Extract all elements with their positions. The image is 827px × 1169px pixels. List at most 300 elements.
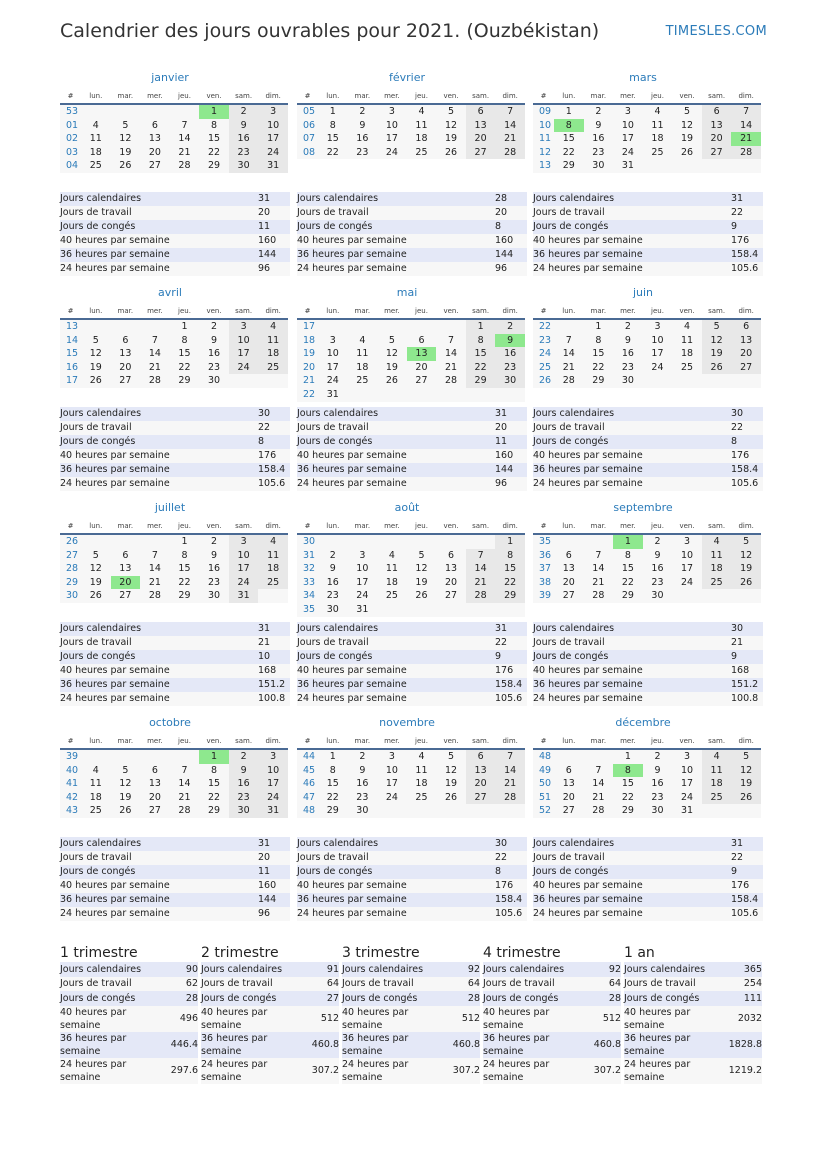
day-cell: 29 <box>170 589 200 603</box>
day-cell: 5 <box>436 749 466 764</box>
day-cell: 17 <box>229 347 259 361</box>
week-number: 05 <box>297 104 318 119</box>
stat-value: 176 <box>258 449 290 463</box>
stat-value: 96 <box>258 907 290 921</box>
day-cell: 15 <box>466 347 496 361</box>
stat-value: 8 <box>731 435 763 449</box>
stat-value: 105.6 <box>495 692 527 706</box>
day-cell: 19 <box>731 777 761 791</box>
day-cell <box>377 534 407 549</box>
stat-value: 30 <box>731 407 763 421</box>
day-cell: 10 <box>318 347 348 361</box>
day-cell: 26 <box>672 146 702 160</box>
day-cell: 30 <box>643 589 673 603</box>
week-number: 39 <box>533 589 554 603</box>
day-cell: 12 <box>81 562 111 576</box>
stat-label: Jours calendaires <box>342 962 446 977</box>
day-cell: 13 <box>407 347 437 361</box>
day-cell: 9 <box>199 549 229 563</box>
weekday-header <box>60 88 288 104</box>
stat-value: 31 <box>258 622 290 636</box>
day-cell: 31 <box>229 589 259 603</box>
day-cell: 13 <box>111 562 141 576</box>
week-number: 45 <box>297 764 318 778</box>
day-cell <box>554 749 584 764</box>
weekday-label: mar. <box>584 303 614 319</box>
month-calendar <box>60 500 296 603</box>
day-cell: 16 <box>643 562 673 576</box>
day-cell: 20 <box>554 791 584 805</box>
day-cell: 14 <box>466 562 496 576</box>
week-number: 52 <box>533 804 554 818</box>
week-number: 26 <box>533 374 554 388</box>
stat-value: 160 <box>258 234 290 248</box>
week-row <box>297 549 525 563</box>
week-row <box>60 549 288 563</box>
day-cell: 24 <box>377 146 407 160</box>
stat-label: 40 heures par semaine <box>60 664 258 678</box>
week-number: 33 <box>297 576 318 590</box>
day-cell: 29 <box>170 374 200 388</box>
day-cell <box>407 388 437 402</box>
stat-value: 144 <box>258 893 290 907</box>
day-cell: 4 <box>702 749 732 764</box>
stat-row <box>60 421 290 435</box>
month-stats <box>297 192 527 276</box>
day-cell: 20 <box>702 132 732 146</box>
month-calendar <box>60 715 296 818</box>
day-cell <box>495 804 525 818</box>
quarter-block <box>201 944 339 1084</box>
day-cell: 4 <box>672 319 702 334</box>
stat-value: 2032 <box>728 1006 762 1032</box>
weekday-label: mer. <box>377 88 407 104</box>
day-cell: 26 <box>436 146 466 160</box>
day-cell: 8 <box>318 764 348 778</box>
stat-label: Jours de congés <box>60 991 164 1006</box>
week-number: 39 <box>60 749 81 764</box>
stat-row <box>533 879 763 893</box>
stat-label: Jours calendaires <box>533 837 731 851</box>
stat-label: 24 heures par semaine <box>533 262 731 276</box>
day-cell: 24 <box>258 791 288 805</box>
week-number: 21 <box>297 374 318 388</box>
stat-row <box>60 220 290 234</box>
day-cell: 4 <box>348 334 378 348</box>
day-cell: 19 <box>436 777 466 791</box>
stat-label: 40 heures par semaine <box>342 1006 446 1032</box>
stat-row <box>201 962 339 977</box>
stat-row <box>533 248 763 262</box>
stat-value: 22 <box>731 851 763 865</box>
stat-label: Jours de congés <box>533 220 731 234</box>
day-cell: 24 <box>643 361 673 375</box>
stat-value: 96 <box>495 477 527 491</box>
day-cell: 24 <box>258 146 288 160</box>
day-cell: 14 <box>584 777 614 791</box>
day-cell <box>731 804 761 818</box>
stat-row <box>533 421 763 435</box>
week-number: 35 <box>533 534 554 549</box>
day-cell: 23 <box>229 146 259 160</box>
stat-value: 30 <box>731 622 763 636</box>
weekday-header <box>533 88 761 104</box>
day-cell: 2 <box>643 534 673 549</box>
stat-label: 36 heures par semaine <box>533 463 731 477</box>
stat-row <box>60 1032 198 1058</box>
stat-value: 307.2 <box>446 1058 480 1084</box>
day-cell: 23 <box>229 791 259 805</box>
stat-value: 8 <box>258 435 290 449</box>
day-cell: 20 <box>436 576 466 590</box>
stat-label: Jours calendaires <box>297 407 495 421</box>
day-cell: 31 <box>672 804 702 818</box>
day-cell <box>258 589 288 603</box>
week-row <box>533 777 761 791</box>
stat-row <box>201 1006 339 1032</box>
day-cell: 2 <box>613 319 643 334</box>
stat-label: Jours de travail <box>533 206 731 220</box>
stat-value: 158.4 <box>495 893 527 907</box>
weekday-label: mar. <box>584 733 614 749</box>
day-cell: 15 <box>318 777 348 791</box>
stat-value: 105.6 <box>495 907 527 921</box>
stat-row <box>342 1032 480 1058</box>
site-logo-link[interactable]: TIMESLES.COM <box>665 24 767 39</box>
day-cell: 5 <box>731 534 761 549</box>
day-cell: 8 <box>613 764 643 778</box>
weekday-label: lun. <box>554 303 584 319</box>
day-cell <box>584 749 614 764</box>
week-row <box>533 589 761 603</box>
day-cell: 22 <box>613 791 643 805</box>
week-row <box>533 534 761 549</box>
stat-value: 365 <box>728 962 762 977</box>
stat-row <box>533 650 763 664</box>
day-cell <box>672 159 702 173</box>
weekday-label: mar. <box>111 733 141 749</box>
stat-row <box>60 678 290 692</box>
day-cell: 10 <box>613 119 643 133</box>
stat-label: Jours de travail <box>624 977 728 992</box>
weekday-header <box>297 303 525 319</box>
day-cell <box>81 104 111 119</box>
day-cell: 20 <box>140 791 170 805</box>
stat-value: 62 <box>164 977 198 992</box>
stat-value: 91 <box>305 962 339 977</box>
day-cell: 14 <box>170 777 200 791</box>
day-cell: 16 <box>495 347 525 361</box>
day-cell: 18 <box>672 347 702 361</box>
day-cell: 19 <box>407 576 437 590</box>
day-cell: 27 <box>140 159 170 173</box>
week-row <box>533 146 761 160</box>
stat-label: Jours calendaires <box>533 407 731 421</box>
month-table <box>533 733 761 818</box>
quarter-title: 2 trimestre <box>201 945 279 961</box>
stat-value: 22 <box>258 421 290 435</box>
month-calendar <box>297 70 533 159</box>
stat-row <box>297 678 527 692</box>
day-cell <box>111 319 141 334</box>
week-row <box>60 334 288 348</box>
day-cell: 17 <box>258 132 288 146</box>
stat-value: 30 <box>495 837 527 851</box>
day-cell: 10 <box>229 549 259 563</box>
day-cell: 5 <box>436 104 466 119</box>
stat-value: 160 <box>495 449 527 463</box>
week-row <box>60 159 288 173</box>
day-cell: 1 <box>613 534 643 549</box>
day-cell: 22 <box>495 576 525 590</box>
stat-label: Jours calendaires <box>60 192 258 206</box>
stat-row <box>297 407 527 421</box>
stat-row <box>60 837 290 851</box>
stat-value: 31 <box>731 192 763 206</box>
stat-row <box>60 879 290 893</box>
month-stats <box>533 837 763 921</box>
day-cell: 10 <box>672 549 702 563</box>
weekday-label: dim. <box>731 88 761 104</box>
week-row <box>297 764 525 778</box>
day-cell: 24 <box>229 576 259 590</box>
week-number: 46 <box>297 777 318 791</box>
day-cell: 2 <box>643 749 673 764</box>
week-number: 35 <box>297 603 318 617</box>
stat-row <box>60 692 290 706</box>
day-cell: 26 <box>731 576 761 590</box>
day-cell: 8 <box>199 119 229 133</box>
stat-value: 31 <box>731 837 763 851</box>
day-cell: 18 <box>258 562 288 576</box>
stat-label: Jours de congés <box>297 435 495 449</box>
stat-row <box>60 664 290 678</box>
day-cell: 17 <box>613 132 643 146</box>
day-cell: 29 <box>554 159 584 173</box>
stat-row <box>533 678 763 692</box>
day-cell: 26 <box>436 791 466 805</box>
stat-label: 36 heures par semaine <box>60 463 258 477</box>
stat-value: 168 <box>731 664 763 678</box>
weekday-label: dim. <box>258 733 288 749</box>
weekday-header <box>60 733 288 749</box>
day-cell: 25 <box>702 791 732 805</box>
stat-row <box>533 262 763 276</box>
week-number: 15 <box>60 347 81 361</box>
stat-row <box>60 206 290 220</box>
stat-label: Jours calendaires <box>60 962 164 977</box>
week-number: 48 <box>297 804 318 818</box>
week-row <box>533 576 761 590</box>
stat-row <box>297 664 527 678</box>
month-name: février <box>388 71 426 84</box>
day-cell: 29 <box>613 804 643 818</box>
stat-row <box>297 692 527 706</box>
week-number: 36 <box>533 549 554 563</box>
stat-value: 144 <box>495 248 527 262</box>
day-cell: 1 <box>199 749 229 764</box>
stat-label: 24 heures par semaine <box>297 907 495 921</box>
day-cell: 22 <box>318 791 348 805</box>
day-cell: 10 <box>258 764 288 778</box>
week-row <box>297 347 525 361</box>
stat-label: Jours calendaires <box>533 192 731 206</box>
stat-value: 92 <box>587 962 621 977</box>
day-cell: 27 <box>466 146 496 160</box>
month-name: janvier <box>151 71 189 84</box>
day-cell: 23 <box>613 361 643 375</box>
stat-value: 100.8 <box>731 692 763 706</box>
stat-value: 176 <box>731 449 763 463</box>
day-cell: 25 <box>81 159 111 173</box>
stat-value: 144 <box>258 248 290 262</box>
stat-value: 9 <box>731 650 763 664</box>
week-row <box>297 119 525 133</box>
day-cell: 7 <box>140 334 170 348</box>
stat-value: 307.2 <box>587 1058 621 1084</box>
week-number: 17 <box>297 319 318 334</box>
day-cell: 3 <box>643 319 673 334</box>
week-row <box>297 562 525 576</box>
day-cell: 25 <box>407 146 437 160</box>
stat-label: 24 heures par semaine <box>297 477 495 491</box>
day-cell: 2 <box>348 749 378 764</box>
weekday-label: jeu. <box>170 518 200 534</box>
stat-label: 36 heures par semaine <box>533 893 731 907</box>
day-cell: 28 <box>466 589 496 603</box>
week-row <box>297 388 525 402</box>
stat-row <box>533 636 763 650</box>
stat-label: Jours de travail <box>342 977 446 992</box>
day-cell: 16 <box>348 777 378 791</box>
day-cell: 7 <box>731 104 761 119</box>
month-table <box>60 733 288 818</box>
stat-value: 20 <box>258 851 290 865</box>
stat-row <box>533 449 763 463</box>
stat-row <box>533 206 763 220</box>
weekday-label: ven. <box>436 733 466 749</box>
day-cell: 8 <box>466 334 496 348</box>
week-row <box>60 576 288 590</box>
day-cell <box>140 534 170 549</box>
stat-label: 24 heures par semaine <box>624 1058 728 1084</box>
day-cell: 7 <box>584 764 614 778</box>
day-cell: 28 <box>140 374 170 388</box>
stat-row <box>533 622 763 636</box>
day-cell: 4 <box>407 104 437 119</box>
day-cell: 25 <box>407 791 437 805</box>
weekday-label: mar. <box>584 88 614 104</box>
stat-value: 64 <box>305 977 339 992</box>
stat-row <box>297 463 527 477</box>
day-cell: 1 <box>554 104 584 119</box>
day-cell: 31 <box>258 804 288 818</box>
stat-value: 11 <box>258 220 290 234</box>
day-cell: 30 <box>584 159 614 173</box>
month-name: avril <box>158 286 182 299</box>
stat-value: 512 <box>305 1006 339 1032</box>
month-stats <box>60 192 290 276</box>
day-cell: 26 <box>702 361 732 375</box>
weekday-label: mar. <box>111 518 141 534</box>
stat-label: Jours de travail <box>533 421 731 435</box>
month-name: juin <box>632 286 654 299</box>
day-cell: 15 <box>613 777 643 791</box>
day-cell: 11 <box>81 777 111 791</box>
day-cell: 13 <box>111 347 141 361</box>
stat-value: 151.2 <box>731 678 763 692</box>
weekday-label: sam. <box>702 518 732 534</box>
week-number: 12 <box>533 146 554 160</box>
day-cell: 16 <box>643 777 673 791</box>
day-cell: 21 <box>170 146 200 160</box>
month-table <box>297 88 525 159</box>
stat-label: 24 heures par semaine <box>533 692 731 706</box>
stat-value: 496 <box>164 1006 198 1032</box>
day-cell: 18 <box>702 777 732 791</box>
week-row <box>533 104 761 119</box>
day-cell: 18 <box>348 361 378 375</box>
day-cell: 7 <box>554 334 584 348</box>
week-number: 32 <box>297 562 318 576</box>
day-cell: 26 <box>111 159 141 173</box>
weekday-label: dim. <box>258 303 288 319</box>
day-cell: 7 <box>584 549 614 563</box>
weekday-label: mar. <box>348 88 378 104</box>
day-cell: 10 <box>348 562 378 576</box>
day-cell: 30 <box>229 159 259 173</box>
stat-value: 90 <box>164 962 198 977</box>
stat-value: 100.8 <box>258 692 290 706</box>
quarter-title: 3 trimestre <box>342 945 420 961</box>
day-cell: 20 <box>731 347 761 361</box>
week-row <box>60 132 288 146</box>
stat-label: 36 heures par semaine <box>60 1032 164 1058</box>
weekday-label: lun. <box>554 88 584 104</box>
weekday-label: lun. <box>318 733 348 749</box>
day-cell: 11 <box>672 334 702 348</box>
weekday-label: mer. <box>140 303 170 319</box>
day-cell <box>731 589 761 603</box>
quarter-title: 4 trimestre <box>483 945 561 961</box>
month-name: mars <box>629 71 657 84</box>
week-row <box>297 777 525 791</box>
stat-value: 31 <box>258 192 290 206</box>
day-cell: 18 <box>377 576 407 590</box>
stat-row <box>533 692 763 706</box>
week-number: 47 <box>297 791 318 805</box>
day-cell: 25 <box>702 576 732 590</box>
stat-label: Jours de congés <box>201 991 305 1006</box>
stat-label: 24 heures par semaine <box>60 1058 164 1084</box>
day-cell: 25 <box>81 804 111 818</box>
week-number: 18 <box>297 334 318 348</box>
day-cell: 9 <box>613 334 643 348</box>
stat-value: 105.6 <box>731 477 763 491</box>
day-cell: 20 <box>140 146 170 160</box>
stat-value: 20 <box>258 206 290 220</box>
day-cell: 28 <box>495 146 525 160</box>
day-cell: 4 <box>702 534 732 549</box>
week-row <box>297 361 525 375</box>
stat-row <box>297 421 527 435</box>
day-cell: 18 <box>407 777 437 791</box>
weekday-label: mer. <box>140 88 170 104</box>
stat-row <box>533 463 763 477</box>
day-cell: 11 <box>258 549 288 563</box>
weekday-label: dim. <box>731 518 761 534</box>
day-cell: 17 <box>643 347 673 361</box>
